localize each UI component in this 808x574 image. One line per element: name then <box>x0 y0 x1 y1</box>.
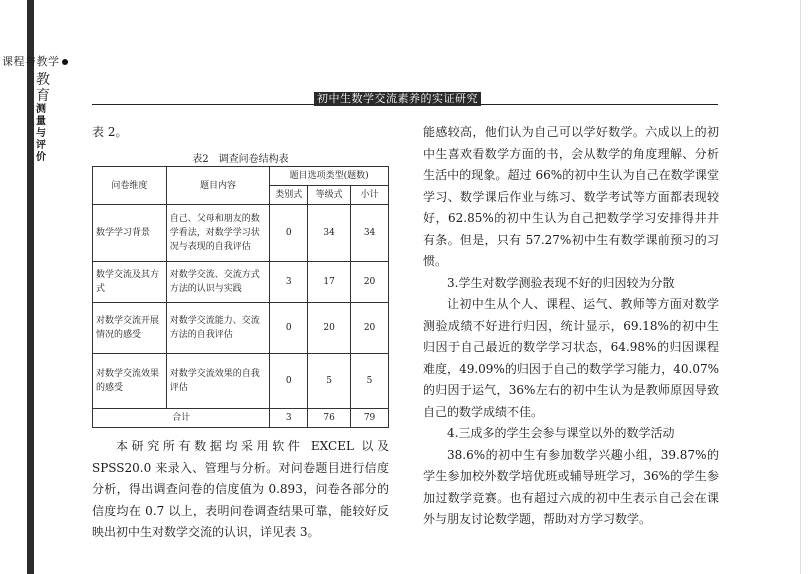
section-char: 价 <box>36 152 46 163</box>
subheading-3: 3.学生对数学测验表现不好的归因较为分散 <box>447 275 675 290</box>
subheading-4: 4.三成多的学生会参与课堂以外的数学活动 <box>447 426 675 440</box>
header-type: 小计 <box>351 186 389 205</box>
table-row <box>93 354 389 409</box>
table-total-row <box>93 409 389 428</box>
section-label <box>36 72 52 164</box>
row-dimension: 对数学交流开展情况的感受 <box>93 303 167 354</box>
section-char: 教 <box>36 72 50 88</box>
left-column <box>92 122 389 144</box>
row-value: 5 <box>351 354 389 409</box>
method-paragraph: 本研究所有数据均采用软件 EXCEL 以及 SPSS20.0 来录入、管理与分析。对问卷题目进行信度分析，得出调查问卷的信度值为 0.893，问卷各部分的信度均在 0.7 以上，表明问卷调查结果可靠，能较好反映出初中生对数学交流的认识，详见表 3。 <box>92 439 389 539</box>
section-char: 测 <box>36 104 46 115</box>
table-row <box>93 262 389 303</box>
header-type-group: 题目选项类型(题数) <box>270 167 389 186</box>
journal-name <box>2 53 68 69</box>
section-char: 育 <box>36 88 50 104</box>
table-row <box>93 303 389 354</box>
article-title: 初中生数学交流素养的实证研究 <box>314 92 481 106</box>
page-edge-line <box>800 0 801 574</box>
section-char: 评 <box>36 140 46 151</box>
row-value: 34 <box>308 205 351 262</box>
total-label: 合计 <box>93 409 270 428</box>
table-intro: 表 2。 <box>92 125 128 139</box>
row-value: 20 <box>351 262 389 303</box>
row-value: 5 <box>308 354 351 409</box>
row-dimension: 数学交流及其方式 <box>93 262 167 303</box>
paragraph-continued: 能感较高，他们认为自己可以学好数学。六成以上的初中生喜欢看数学方面的书，会从数学的角度理解、分析生活中的现象。超过 66%的初中生认为自己在数学课堂学习、数学课后作业与练习、数学考试等方面都表现较好，62.85%的初中生认为自己把数学学习安排得井井有条。但是，只有 57.27%初中生有数学课前预习的习惯。 <box>423 125 719 268</box>
left-margin-bar <box>27 0 34 574</box>
survey-structure-table <box>92 166 389 428</box>
row-dimension: 对数学交流效果的感受 <box>93 354 167 409</box>
header-dimension: 问卷维度 <box>93 167 167 205</box>
table-caption: 表2 调查问卷结构表 <box>192 154 289 165</box>
total-value: 3 <box>270 409 308 428</box>
total-value: 79 <box>351 409 389 428</box>
table-row <box>93 205 389 262</box>
header-content: 题目内容 <box>166 167 270 205</box>
row-value: 0 <box>270 205 308 262</box>
row-value: 34 <box>351 205 389 262</box>
row-value: 0 <box>270 354 308 409</box>
row-value: 0 <box>270 303 308 354</box>
left-paragraph-block <box>92 436 389 544</box>
table-header-row <box>93 167 389 186</box>
section-char: 与 <box>36 128 46 139</box>
total-value: 76 <box>308 409 351 428</box>
row-content: 自己、父母和朋友的数学看法，对数学学习状况与表现的自我评估 <box>166 205 270 262</box>
row-value: 20 <box>351 303 389 354</box>
row-value: 20 <box>308 303 351 354</box>
row-value: 3 <box>270 262 308 303</box>
row-value: 17 <box>308 262 351 303</box>
row-dimension: 数学学习背景 <box>93 205 167 262</box>
row-content: 对数学交流能力、交流方法的自我评估 <box>166 303 270 354</box>
section-char: 量 <box>36 116 46 127</box>
header-type: 类别式 <box>270 186 308 205</box>
journal-name-text: 课程与教学 <box>2 55 60 68</box>
right-column <box>423 122 719 531</box>
row-content: 对数学交流效果的自我评估 <box>166 354 270 409</box>
paragraph-attribution: 让初中生从个人、课程、运气、教师等方面对数学测验成绩不好进行归因，统计显示，69.18%的初中生归因于自己最近的数学学习状态，64.98%的归因课程难度，49.09%的归因于自己的数学学习能力，40.07%的归因于运气，36%左右的初中生认为是教师原因导致自己的数学成绩不佳。 <box>423 297 719 419</box>
header-type: 等级式 <box>308 186 351 205</box>
bullet-dot-icon <box>62 59 68 65</box>
row-content: 对数学交流、交流方式方法的认识与实践 <box>166 262 270 303</box>
paragraph-activities: 38.6%的初中生有参加数学兴趣小组，39.87%的学生参加校外数学培优班或辅导班学习，36%的学生参加过数学竞赛。也有超过六成的初中生表示自己会在课外与朋友讨论数学题，帮助对方学习数学。 <box>423 447 719 526</box>
